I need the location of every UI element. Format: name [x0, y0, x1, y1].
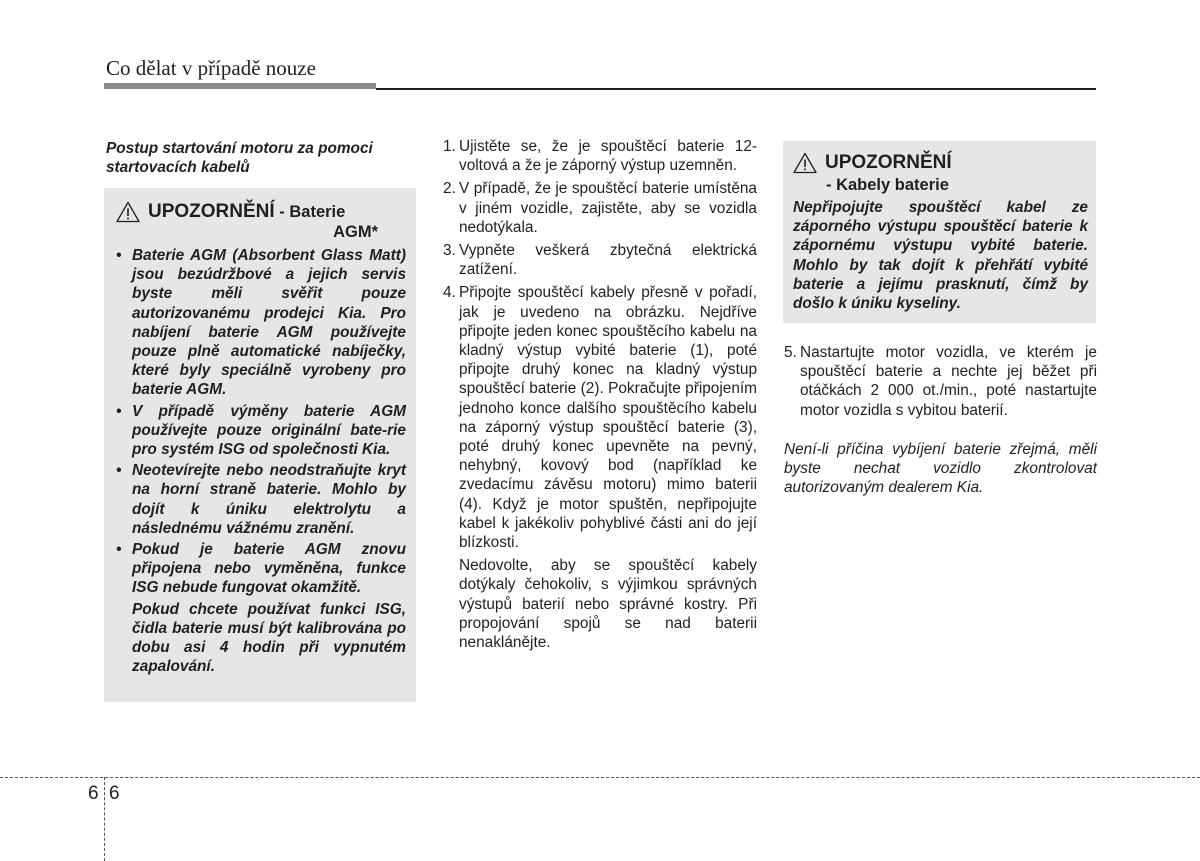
warning-bullets	[116, 246, 406, 676]
step-item	[443, 179, 757, 237]
footer-dashed-rule	[0, 777, 1200, 778]
warning-triangle-icon	[793, 152, 817, 174]
warning-box-cables	[783, 141, 1096, 323]
step-text: Ujistěte se, že je spouštěcí baterie 12-voltová a že je záporný výstup uzemněn.	[459, 138, 757, 175]
step-paragraph: Nedovolte, aby se spouštěcí kabely dotýkaly čehokoliv, s výjimkou správných výstupů baterií nebo správné kostry. Při propojování spojů se nad baterii nenaklánějte.	[459, 557, 757, 652]
footer-dashed-divider	[104, 777, 105, 861]
step-number: 1.	[443, 138, 456, 155]
procedure-steps	[443, 137, 757, 652]
warning-title	[825, 151, 952, 174]
list-item: • Neotevírejte nebo neodstraňujte kryt na horní straně baterie. Mohlo by dojít k úniku elektrolytu a následnému vážnému zranění.	[116, 462, 406, 537]
step-item	[443, 137, 757, 175]
step-text: Připojte spouštěcí kabely přesně v pořadí, jak je uvedeno na obrázku. Nejdříve připojte jeden konec spouštěcího kabelu na kladný výstup vybité baterie (1), poté připojte druhý konec na kladný výstup spouštěcí baterie (2). Pokračujte připojením jednoho konce dalšího spouštěcího kabelu na záporný výstup spouštěcí baterie (3), poté druhý konec upevněte na pevný, nehybný, kovový bod (například ke zvedacímu závěsu motoru) mimo baterii (4). Když je motor spuštěn, nepřipojujte kabel k jakékoliv pohyblivé části ani do její blízkosti.	[459, 284, 757, 552]
warning-title-suffix: - Baterie	[274, 203, 346, 221]
warning-subtitle: - Kabely baterie	[826, 176, 949, 194]
step-number: 2.	[443, 180, 456, 198]
warning-header	[793, 151, 1088, 174]
bullet-text: V případě výměny baterie AGM používejte pouze originální bate-rie pro systém ISG od společnosti Kia.	[132, 402, 406, 459]
list-item: • Baterie AGM (Absorbent Glass Matt) jsou bezúdržbové a jejich servis byste měli svěřit pouze autorizovanému prodejci Kia. Pro nabíjení baterie AGM používejte pouze plně automatické nabíječky, které byly speciálně vyrobeny pro baterie AGM.	[116, 247, 406, 399]
section-heading: Postup startování motoru za pomoci startovacích kabelů	[106, 140, 373, 177]
header-rule-thick	[104, 83, 376, 89]
bullet-text: Neotevírejte nebo neodstraňujte kryt na horní straně baterie. Mohlo by dojít k úniku elektrolytu a následnému vážnému zranění.	[132, 462, 406, 537]
step-text: V případě, že je spouštěcí baterie umístěna v jiném vozidle, zajistěte, aby se vozidla nedotýkala.	[459, 180, 757, 236]
step-number: 3.	[443, 242, 456, 260]
step-number: 4.	[443, 284, 456, 302]
header-rule-thin	[376, 88, 1096, 90]
warning-title-main: UPOZORNĚNÍ	[148, 201, 275, 222]
page-header-title: Co dělat v případě nouze	[106, 56, 316, 80]
warning-title	[148, 200, 345, 223]
step-item	[784, 343, 1097, 420]
step-number: 5.	[784, 344, 797, 361]
warning-triangle-icon	[116, 201, 140, 223]
list-item: • Pokud je baterie AGM znovu připojena nebo vyměněna, funkce ISG nebude fungovat okamžitě.	[116, 541, 406, 597]
note-text: Není-li příčina vybíjení baterie zřejmá, měli byste nechat vozidlo zkontrolovat autorizovaným dealerem Kia.	[784, 441, 1097, 497]
list-item: • V případě výměny baterie AGM používejte pouze originální bate-rie pro systém ISG od společnosti Kia.	[116, 402, 406, 459]
warning-header	[116, 200, 406, 223]
step-text: Nastartujte motor vozidla, ve kterém je spouštěcí baterie a nechte jej běžet při otáčkách 2 000 ot./min., poté nastartujte motor vozidla s vybitou baterií.	[800, 344, 1097, 419]
warning-text: Nepřipojujte spouštěcí kabel ze záporného výstupu spouštěcí baterie k zápornému výstupu vybité baterie. Mohlo by tak dojít k přehřátí vybité baterie a jejímu prasknutí, čímž by došlo k úniku kyseliny.	[793, 199, 1088, 313]
chapter-number: 6	[88, 783, 99, 804]
warning-title-line2: AGM*	[333, 223, 378, 241]
step-text: Vypněte veškerá zbytečná elektrická zatížení.	[459, 242, 757, 279]
warning-box-agm	[104, 188, 416, 702]
step-item	[443, 241, 757, 279]
bullet-continuation: Pokud chcete používat funkci ISG, čidla baterie musí být kalibrována po dobu asi 4 hodin při vypnutém zapalování.	[132, 600, 406, 676]
page-number: 6	[109, 783, 120, 804]
warning-title-main: UPOZORNĚNÍ	[825, 152, 952, 173]
step-item	[443, 283, 757, 552]
bullet-text: Pokud je baterie AGM znovu připojena nebo vyměněna, funkce ISG nebude fungovat okamžitě.	[132, 541, 406, 597]
bullet-text: Baterie AGM (Absorbent Glass Matt) jsou bezúdržbové a jejich servis byste měli svěřit pouze autorizovanému prodejci Kia. Pro nabíjení baterie AGM používejte pouze plně automatické nabíječky, které byly speciálně vyrobeny pro baterie AGM.	[132, 247, 406, 399]
